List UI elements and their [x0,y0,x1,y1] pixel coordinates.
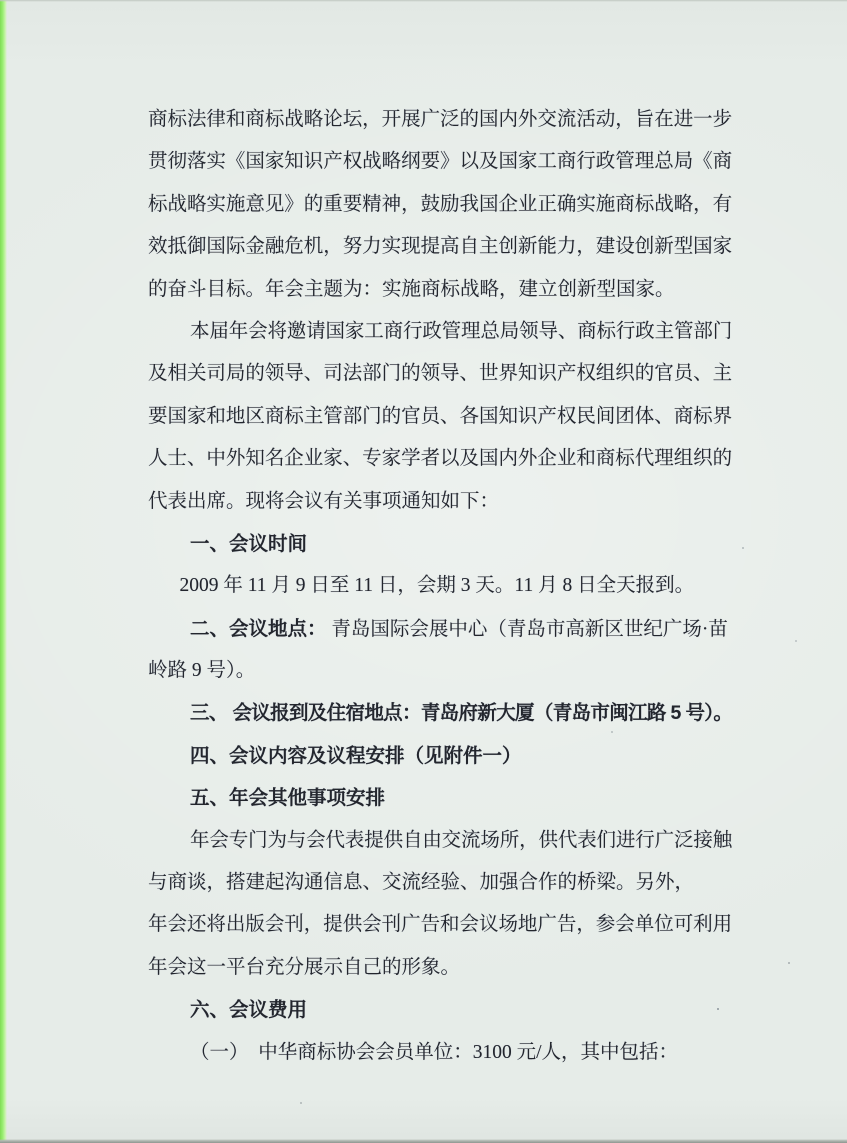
body-text: 商标法律和商标战略论坛，开展广泛的国内外交流活动，旨在进一步 [148,109,733,130]
text-line-13 [148,608,732,650]
body-text: 及相关司局的领导、司法部门的领导、世界知识产权组织的官员、主 [148,363,733,385]
text-line-6 [148,311,732,353]
body-text: 效抵御国际金融危机，努力实现提高自主创新能力，建设创新型国家 [148,236,733,258]
body-text: 年会专门为与会代表提供自由交流场所，供代表们进行广泛接触 [190,829,733,851]
body-text: 标战略实施意见》的重要精神，鼓励我国企业正确实施商标战略，有 [148,193,733,215]
heading-text: 二、会议地点： [190,617,327,640]
text-line-22 [148,989,732,1031]
text-line-8 [148,396,732,438]
heading-text: 一、会议时间 [190,532,308,555]
heading-text: 三、 会议报到及住宿地点：青岛府新大厦（青岛市闽江路 5 号）。 [190,702,733,725]
text-line-3 [148,184,732,226]
text-line-21 [148,947,732,989]
document-body [148,99,732,1074]
body-text: 与商谈，搭建起沟通信息、交流经验、加强合作的桥梁。另外， [148,872,695,894]
body-text: 人士、中外知名企业家、专家学者以及国内外企业和商标代理组织的 [148,448,733,470]
text-line-20 [148,904,732,946]
scan-noise [0,0,2,2]
text-line-7 [148,353,732,395]
text-line-19 [148,862,732,904]
body-text: 岭路 9 号）。 [148,660,256,682]
body-text: 贯彻落实《国家知识产权战略纲要》以及国家工商行政管理总局《商 [148,151,733,173]
text-line-16 [148,735,732,777]
text-line-1 [148,99,732,141]
body-text: 2009 年 11 月 9 日至 11 日，会期 3 天。11 月 8 日全天报到。 [179,575,695,597]
heading-text: 四、会议内容及议程安排（见附件一） [190,744,522,767]
scan-bottom-edge [0,1139,847,1143]
text-line-4 [148,226,732,268]
body-text: 要国家和地区商标主管部门的官员、各国知识产权民间团体、商标界 [148,405,733,427]
text-line-9 [148,438,732,480]
body-text: 青岛国际会展中心（青岛市高新区世纪广场·苗 [326,618,728,640]
body-text: 年会这一平台充分展示自己的形象。 [148,956,461,978]
text-line-15 [148,692,732,734]
text-line-18 [148,820,732,862]
heading-text: 六、会议费用 [190,999,308,1022]
heading-text: 五、年会其他事项安排 [190,787,386,810]
scan-top-edge [0,0,847,2]
body-text: 代表出席。现将会议有关事项通知如下： [148,490,500,512]
text-line-17 [148,777,732,819]
text-line-23 [148,1032,732,1074]
body-text: （一） 中华商标协会会员单位：3100 元/人，其中包括： [190,1041,679,1063]
text-line-10 [148,481,732,523]
body-text: 年会还将出版会刊，提供会刊广告和会议场地广告，参会单位可利用 [148,914,733,936]
body-text: 本届年会将邀请国家工商行政管理总局领导、商标行政主管部门 [190,320,733,342]
text-line-2 [148,141,732,183]
text-line-14 [148,650,732,692]
scan-edge-strip [0,0,7,1143]
body-text: 的奋斗目标。年会主题为：实施商标战略，建立创新型国家。 [148,278,675,300]
text-line-5 [148,269,732,311]
text-line-11 [148,523,732,565]
text-line-12 [148,565,732,607]
